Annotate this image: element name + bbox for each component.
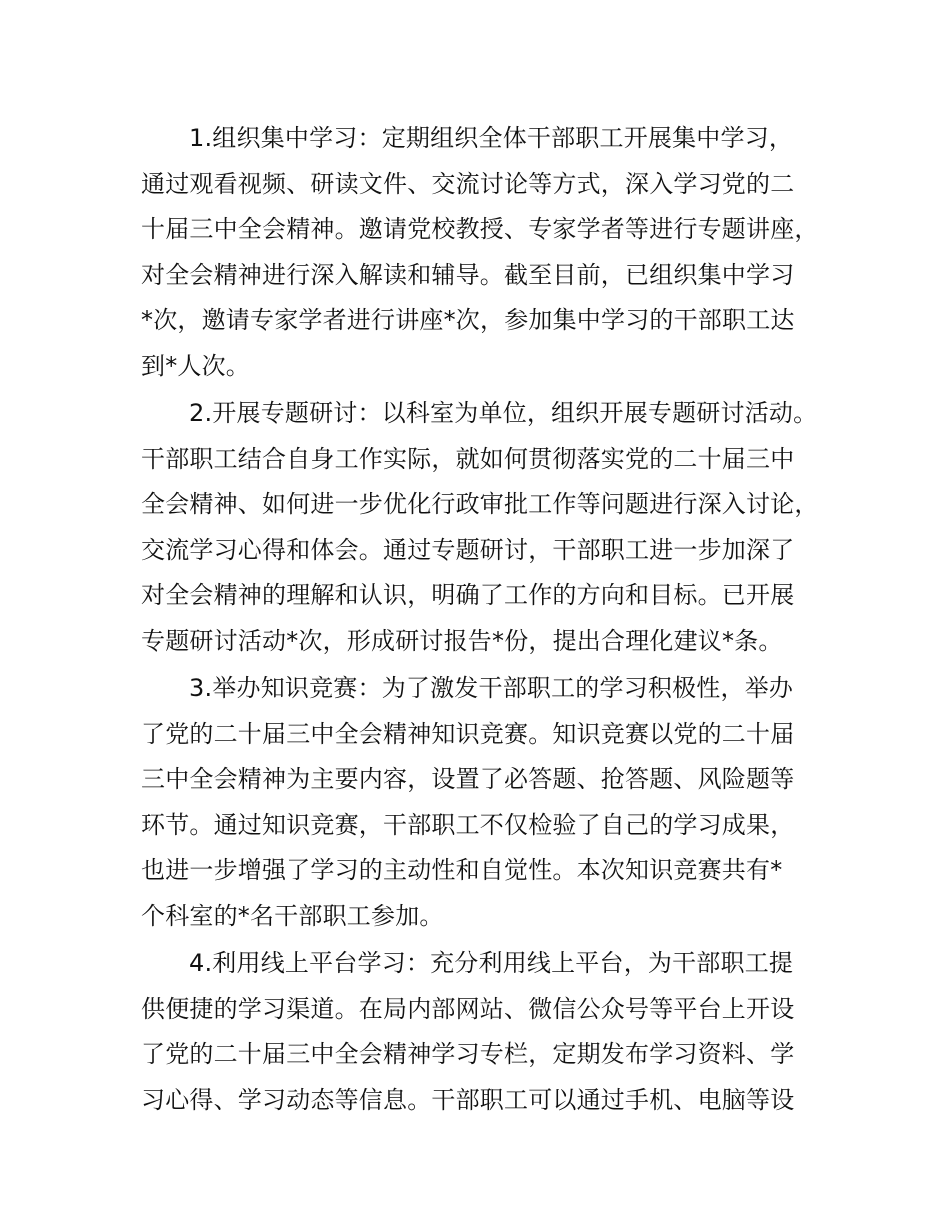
text-line: 1.组织集中学习：定期组织全体干部职工开展集中学习， xyxy=(189,124,794,152)
text-line: 也进一步增强了学习的主动性和自觉性。本次知识竞赛共有* xyxy=(141,856,783,884)
paragraph-special-discussion xyxy=(141,391,841,664)
text-line: 对全会精神的理解和认识，明确了工作的方向和目标。已开展 xyxy=(141,581,795,609)
text-line: 了党的二十届三中全会精神知识竞赛。知识竞赛以党的二十届 xyxy=(141,719,795,748)
document-body xyxy=(141,116,841,1125)
text-line: 干部职工结合自身工作实际，就如何贯彻落实党的二十届三中 xyxy=(141,444,795,473)
paragraph-concentrated-study xyxy=(141,116,841,389)
text-line: 到*人次。 xyxy=(141,351,250,380)
text-line: 对全会精神进行深入解读和辅导。截至目前，已组织集中学习 xyxy=(141,260,795,289)
text-line: 交流学习心得和体会。通过专题研讨，干部职工进一步加深了 xyxy=(141,535,795,564)
text-line: 环节。通过知识竞赛，干部职工不仅检验了自己的学习成果， xyxy=(141,810,795,839)
text-line: 供便捷的学习渠道。在局内部网站、微信公众号等平台上开设 xyxy=(141,994,795,1023)
text-line: 通过观看视频、研读文件、交流讨论等方式，深入学习党的二 xyxy=(141,169,795,198)
text-line: 三中全会精神为主要内容，设置了必答题、抢答题、风险题等 xyxy=(141,765,795,793)
text-line: 全会精神、如何进一步优化行政审批工作等问题进行深入讨论， xyxy=(141,490,819,518)
text-line: *次，邀请专家学者进行讲座*次，参加集中学习的干部职工达 xyxy=(141,306,795,334)
text-line: 2.开展专题研讨：以科室为单位，组织开展专题研讨活动。 xyxy=(189,399,818,427)
text-line: 十届三中全会精神。邀请党校教授、专家学者等进行专题讲座， xyxy=(141,215,819,243)
text-line: 专题研讨活动*次，形成研讨报告*份，提出合理化建议*条。 xyxy=(141,626,783,655)
paragraph-online-platform xyxy=(141,941,841,1123)
paragraph-knowledge-contest xyxy=(141,666,841,939)
text-line: 习心得、学习动态等信息。干部职工可以通过手机、电脑等设 xyxy=(141,1085,795,1114)
text-line: 了党的二十届三中全会精神学习专栏，定期发布学习资料、学 xyxy=(141,1040,795,1068)
text-line: 4.利用线上平台学习：充分利用线上平台，为干部职工提 xyxy=(189,949,794,977)
text-line: 个科室的*名干部职工参加。 xyxy=(141,901,444,930)
text-line: 3.举办知识竞赛：为了激发干部职工的学习积极性，举办 xyxy=(189,674,794,702)
